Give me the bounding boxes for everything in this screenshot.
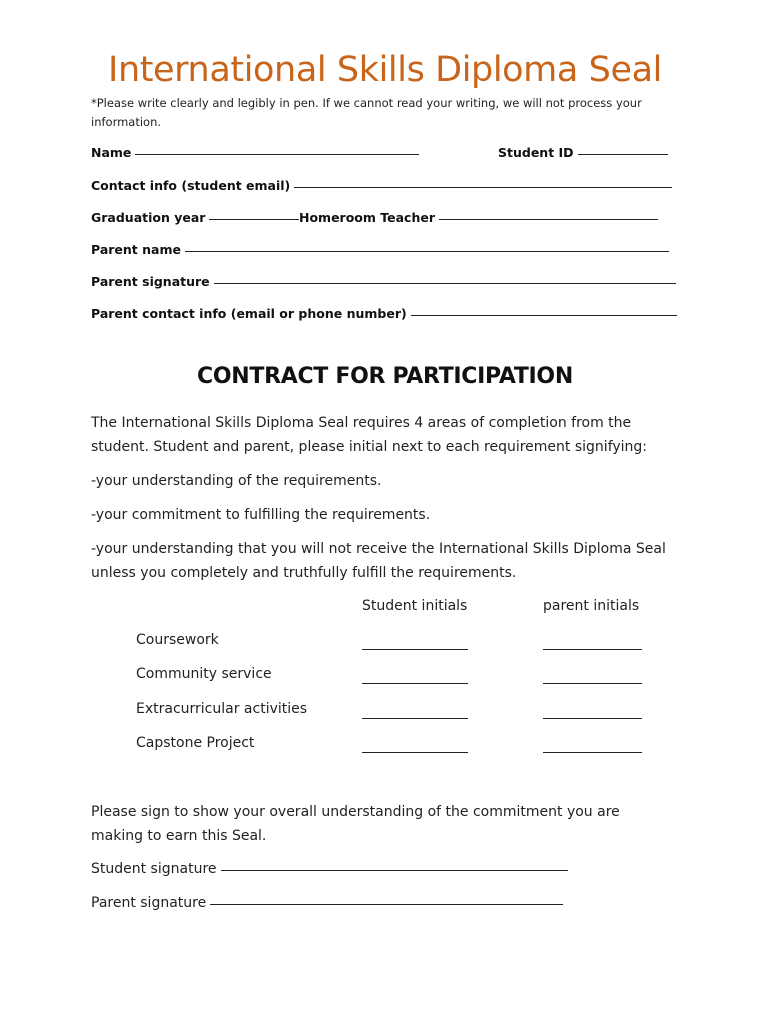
parent-signature-final-line[interactable] (210, 903, 563, 905)
name-line[interactable] (135, 153, 419, 155)
requirement-capstone: Capstone Project (136, 735, 255, 751)
contract-point-3: -your understanding that you will not receive the International Skills Diploma Seal unless you completely and truthfully fulfill the requirements. (91, 541, 666, 581)
homeroom-line[interactable] (439, 218, 658, 220)
parent-contact-label: Parent contact info (email or phone number) (91, 306, 407, 321)
student-initials-header: Student initials (362, 598, 468, 614)
parent-initials-line-coursework[interactable] (543, 648, 642, 650)
student-initials-line-capstone[interactable] (362, 751, 468, 753)
homeroom-label: Homeroom Teacher (299, 210, 435, 225)
contact-field[interactable] (91, 178, 672, 193)
instruction-note: *Please write clearly and legibly in pen. If we cannot read your writing, we will not process your information. (91, 96, 642, 129)
contact-line[interactable] (294, 186, 672, 188)
name-label: Name (91, 145, 132, 160)
parent-initials-line-extracurricular[interactable] (543, 717, 642, 719)
contact-label: Contact info (student email) (91, 178, 291, 193)
parent-initials-header: parent initials (543, 598, 640, 614)
student-initials-line-coursework[interactable] (362, 648, 468, 650)
requirement-community-service: Community service (136, 666, 272, 682)
parent-name-label: Parent name (91, 242, 181, 257)
contract-point-2: -your commitment to fulfilling the requirements. (91, 507, 431, 523)
contract-intro: The International Skills Diploma Seal requires 4 areas of completion from the student. Student and parent, please initial next to each requirement signifying: (91, 415, 648, 455)
student-signature-line[interactable] (221, 869, 568, 871)
parent-initials-line-capstone[interactable] (543, 751, 642, 753)
requirement-extracurricular: Extracurricular activities (136, 701, 308, 717)
grad-year-label: Graduation year (91, 210, 206, 225)
contract-point-1: -your understanding of the requirements. (91, 473, 382, 489)
page-title: International Skills Diploma Seal (108, 50, 662, 90)
student-signature-field[interactable] (91, 861, 568, 877)
parent-signature-final-label: Parent signature (91, 895, 207, 911)
parent-signature-line[interactable] (214, 282, 676, 284)
closing-text: Please sign to show your overall understanding of the commitment you are making to earn this Seal. (91, 804, 620, 844)
requirement-coursework: Coursework (136, 632, 219, 648)
student-initials-line-community-service[interactable] (362, 682, 468, 684)
parent-name-line[interactable] (185, 250, 669, 252)
parent-initials-line-community-service[interactable] (543, 682, 642, 684)
parent-signature-final-field[interactable] (91, 895, 563, 911)
parent-contact-line[interactable] (411, 314, 677, 316)
homeroom-field[interactable] (299, 210, 658, 225)
student-initials-line-extracurricular[interactable] (362, 717, 468, 719)
grad-year-line[interactable] (209, 218, 299, 220)
student-id-field[interactable] (498, 145, 668, 160)
student-id-line[interactable] (578, 153, 668, 155)
student-id-label: Student ID (498, 145, 574, 160)
parent-contact-field[interactable] (91, 306, 677, 321)
grad-year-field[interactable] (91, 210, 299, 225)
contract-heading: CONTRACT FOR PARTICIPATION (197, 364, 573, 389)
student-signature-label: Student signature (91, 861, 217, 877)
parent-signature-field[interactable] (91, 274, 676, 289)
name-field[interactable] (91, 145, 419, 160)
parent-signature-label: Parent signature (91, 274, 210, 289)
parent-name-field[interactable] (91, 242, 669, 257)
